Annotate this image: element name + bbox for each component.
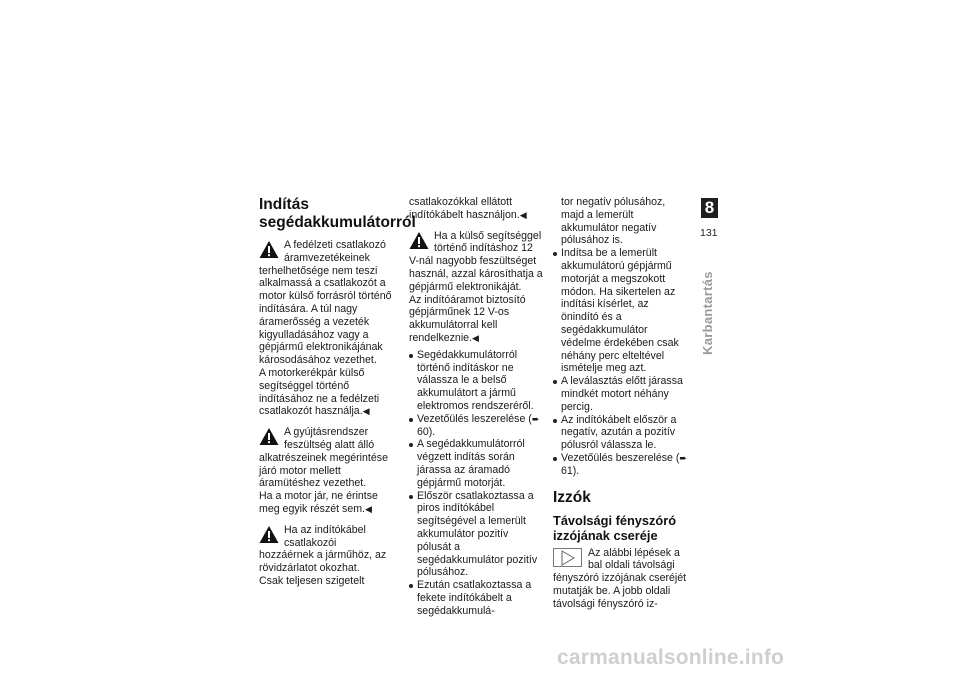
warning-block-1 [259,239,394,367]
section-heading-bulbs: Izzók [553,488,591,506]
paragraph-2: Ha a motor jár, ne érintse meg egyik részét sem.◀ [259,490,378,515]
title-line-1: Indítás [259,196,309,213]
warning-triangle-icon [409,231,429,250]
column-1 [259,196,416,588]
page-number: 131 [700,227,718,239]
hint-text: Az alábbi lépések a bal oldali távolsági fényszóró izzójának cseréjét mutatják be. A jobb oldali távolsági fényszóró iz- [553,546,687,610]
end-marker-icon: ◀ [472,332,479,343]
warning-triangle-icon [259,427,279,446]
warning-block-4 [409,230,545,294]
paragraph-4: csatlakozókkal ellátott indítókábelt használjon.◀ [409,196,527,221]
chapter-side-label: Karbantartás [700,271,715,355]
paragraph-3: Csak teljesen szigetelt [259,574,365,587]
steps-list-1 [409,349,545,618]
hint-triangle-icon [553,548,582,567]
warning-text-3: Ha az indítókábel csatlakozói hozzáérnek a járműhöz, az rövidzárlatot okozhat. [259,523,387,575]
warning-text-4: Ha a külső segítséggel történő indításhoz 12 V-nál nagyobb feszültséget használ, azzal károsíthatja a gépjármű elektronikáját. [409,229,543,293]
subsection-heading: Távolsági fényszóró izzójának cseréje [553,512,677,543]
list-item: A segédakkumulátorról végzett indítás során járassa az áramadó gépjármű motorját. [409,438,545,489]
warning-block-3 [259,524,394,575]
paragraph-1: A motorkerékpár külső segítséggel történő indításához ne a fedélzeti csatlakozót használja.◀ [259,366,380,418]
hint-block [553,547,688,611]
column-2 [409,196,545,618]
section-title [259,196,416,232]
warning-triangle-icon [259,525,279,544]
title-line-2: segédakkumulátorról [259,214,416,231]
chapter-number-tab: 8 [701,198,718,218]
watermark: carmanualsonline.info [557,646,785,669]
list-item: Először csatlakoztassa a piros indítókábel segítségével a lemerült akkumulátor pozitív pólusát a segédakkumulátor pozitív pólusához. [409,490,545,580]
warning-text-2: A gyújtásrendszer feszültség alatt álló alkatrészeinek megérintése járó motor mellett áramütéshez vezethet. [259,426,388,490]
steps-list-2 [553,247,688,477]
list-item: Vezetőülés leszerelése (➨ 60). [409,413,545,439]
warning-block-2 [259,426,394,490]
list-item: Vezetőülés beszerelése (➨ 61). [553,452,688,478]
paragraph-6: tor negatív pólusához, majd a lemerült akkumulátor negatív pólusához is. [561,196,666,247]
list-item: Indítsa be a lemerült akkumulátorú gépjármű motorját a megszokott módon. Ha sikertelen az indítási kísérlet, az önindító és a segédakkumulátor védelme érdekében csak néhány perc elteltével ismételje meg azt. [553,247,688,375]
warning-triangle-icon [259,240,279,259]
column-3 [553,196,688,611]
warning-text-1: A fedélzeti csatlakozó áramvezetékeinek terhelhetősége nem teszi alkalmassá a csatlakozót a motor külső forrásról történő indítására. A túl nagy áramerősség a vezeték kigyulladásához vagy a gépjármű elektronikájának károsodásához vezethet. [259,239,392,367]
arrow-right-icon: ➨ [531,413,540,424]
list-item: A leválasztás előtt járassa mindkét motort néhány percig. [553,375,688,413]
arrow-right-icon: ➨ [679,452,687,463]
end-marker-icon: ◀ [519,209,527,220]
list-item: Ezután csatlakoztassa a fekete indítókábelt a segédakkumulá- [409,579,545,617]
end-marker-icon: ◀ [362,406,370,417]
list-item: Az indítókábelt először a negatív, azután a pozitív pólusról válassza le. [553,414,688,452]
list-item: Segédakkumulátorról történő indításkor ne válassza le a belső akkumulátort a jármű elektromos rendszeréről. [409,349,545,413]
end-marker-icon: ◀ [364,503,372,514]
paragraph-5: Az indítóáramot biztosító gépjárműnek 12 V-os akkumulátorral kell rendelkeznie.◀ [409,293,526,344]
